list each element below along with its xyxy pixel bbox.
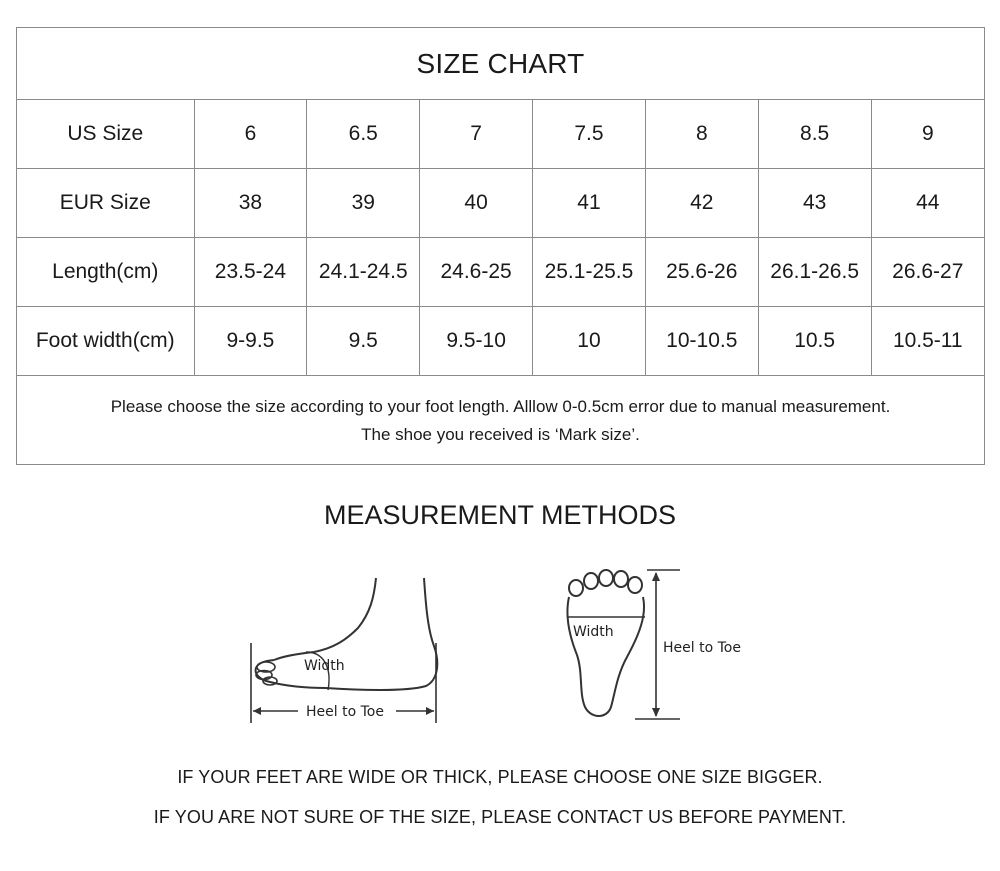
size-table-row-label: Length(cm) [17,238,194,307]
size-table-cell: 10.5-11 [871,307,984,376]
footer-line-1: IF YOUR FEET ARE WIDE OR THICK, PLEASE CHOOSE ONE SIZE BIGGER. [177,767,823,787]
size-table-cell: 42 [645,169,758,238]
sole-foot-illustration [555,565,755,725]
size-chart [16,27,985,465]
size-note [17,376,984,449]
size-table-cell: 7 [420,100,533,169]
side-foot-illustration [236,568,451,728]
size-table [17,100,984,376]
size-note-line-1: Please choose the size according to your foot length. Alllow 0-0.5cm error due to manual measurement. [110,397,891,416]
size-table-row [17,169,984,238]
size-table-cell: 10-10.5 [645,307,758,376]
side-length-label: Heel to Toe [306,704,384,720]
size-table-cell: 9.5 [307,307,420,376]
size-table-row-label: EUR Size [17,169,194,238]
size-table-cell: 6.5 [307,100,420,169]
size-table-cell: 41 [533,169,646,238]
size-table-cell: 25.1-25.5 [533,238,646,307]
sole-length-label: Heel to Toe [663,640,741,656]
size-table-cell: 44 [871,169,984,238]
size-table-cell: 24.1-24.5 [307,238,420,307]
size-table-cell: 9-9.5 [194,307,307,376]
sole-width-label: Width [573,624,614,640]
size-table-row [17,238,984,307]
size-table-cell: 10 [533,307,646,376]
size-table-cell: 26.6-27 [871,238,984,307]
size-table-cell: 7.5 [533,100,646,169]
size-table-cell: 25.6-26 [645,238,758,307]
size-chart-title: SIZE CHART [17,28,984,100]
size-note-line-2: The shoe you received is ‘Mark size’. [361,425,640,444]
measurement-methods-title: MEASUREMENT METHODS [323,500,677,530]
size-table-cell: 8 [645,100,758,169]
size-table-row-label: Foot width(cm) [17,307,194,376]
size-table-cell: 26.1-26.5 [758,238,871,307]
size-table-row-label: US Size [17,100,194,169]
side-width-label: Width [304,658,345,674]
size-table-cell: 24.6-25 [420,238,533,307]
size-table-cell: 8.5 [758,100,871,169]
size-table-cell: 10.5 [758,307,871,376]
size-table-cell: 6 [194,100,307,169]
size-table-cell: 9 [871,100,984,169]
size-table-cell: 23.5-24 [194,238,307,307]
size-table-cell: 40 [420,169,533,238]
footer-line-2: IF YOU ARE NOT SURE OF THE SIZE, PLEASE CONTACT US BEFORE PAYMENT. [153,807,847,827]
size-table-cell: 43 [758,169,871,238]
size-table-row [17,307,984,376]
size-table-cell: 9.5-10 [420,307,533,376]
size-table-cell: 39 [307,169,420,238]
size-table-cell: 38 [194,169,307,238]
size-table-row [17,100,984,169]
